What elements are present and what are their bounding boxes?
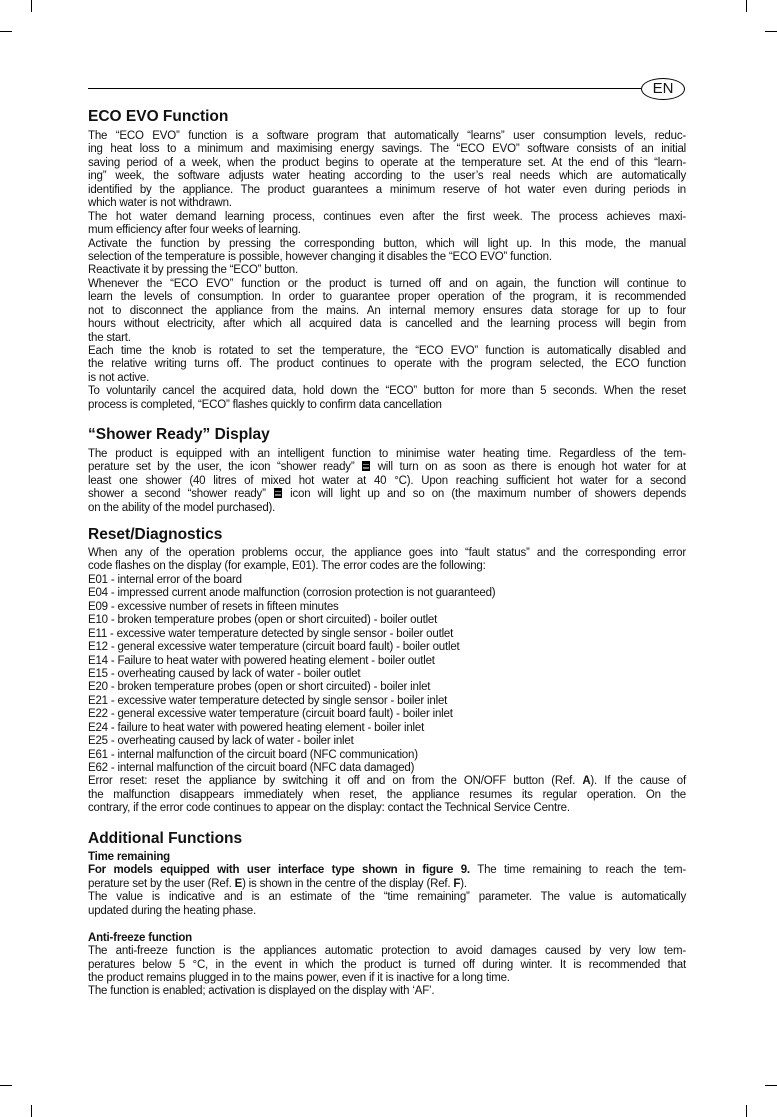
section-body-shower-ready [88, 448, 686, 515]
text-line [88, 641, 686, 654]
text-segment: the product remains plugged in to the mains power, even if it is inactive for a long time. [88, 971, 510, 984]
section-title-additional-functions: Additional Functions [88, 830, 243, 847]
text-segment: process is completed, “ECO” flashes quickly to confirm data cancellation [88, 398, 442, 411]
text-line [88, 918, 686, 931]
text-line [88, 358, 686, 371]
section-body-eco-evo [88, 130, 686, 412]
section-body-reset-diagnostics [88, 547, 686, 816]
text-segment: A [582, 775, 591, 788]
text-segment: identified by the appliance. The product guarantees a minimum reserve of hot water even during periods in [88, 183, 686, 196]
text-segment: ). If the cause of [590, 775, 686, 788]
text-segment: E24 - failure to heat water with powered heating element - boiler inlet [88, 721, 425, 734]
text-line [88, 372, 686, 385]
text-segment: which water is not withdrawn. [88, 197, 232, 210]
crop-mark [31, 0, 32, 12]
text-segment: To voluntarily cancel the acquired data, hold down the “ECO” button for more than 5 seconds. When the reset [88, 385, 686, 398]
text-line [88, 130, 686, 143]
text-segment: Time remaining [88, 851, 170, 863]
text-line [88, 681, 686, 694]
text-segment: The hot water demand learning process, continues even after the first week. The process achieves maxi- [88, 210, 686, 223]
text-line [88, 722, 686, 735]
text-line [88, 291, 686, 304]
text-line [88, 143, 686, 156]
text-segment: ing heat loss to a minimum and maximising energy savings. The “ECO EVO” software consists of an initial [88, 143, 686, 156]
text-segment: is not active. [88, 371, 150, 384]
text-segment: The “ECO EVO” function is a software program that automatically “learns” user consumption levels, reduc- [88, 130, 686, 142]
text-segment: E [234, 877, 243, 890]
section-title-shower-ready: “Shower Ready” Display [88, 426, 270, 443]
text-segment: E12 - general excessive water temperature (circuit board fault) - boiler outlet [88, 641, 460, 654]
text-line [88, 864, 686, 877]
crop-mark [0, 31, 12, 32]
text-line [88, 655, 686, 668]
text-line [88, 985, 686, 998]
text-line [88, 318, 686, 331]
crop-mark [765, 31, 777, 32]
text-segment: Reactivate it by pressing the “ECO” button. [88, 264, 299, 277]
text-line [88, 628, 686, 641]
crop-mark [746, 0, 747, 12]
text-line [88, 762, 686, 775]
text-segment: the start. [88, 331, 131, 344]
text-segment: contrary, if the error code continues to appear on the display: contact the Technical Service Centre. [88, 802, 570, 815]
text-line [88, 170, 686, 183]
text-line [88, 345, 686, 358]
text-segment: E04 - impressed current anode malfunction (corrosion protection is not guaranteed) [88, 587, 496, 600]
text-segment: E15 - overheating caused by lack of water - boiler outlet [88, 667, 361, 680]
shower-ready-icon [274, 488, 282, 498]
text-line [88, 461, 686, 474]
text-segment: E14 - Failure to heat water with powered heating element - boiler outlet [88, 654, 435, 667]
text-segment: on the ability of the model purchased). [88, 501, 276, 514]
text-line [88, 695, 686, 708]
text-segment: E61 - internal malfunction of the circuit board (NFC communication) [88, 748, 418, 761]
text-line [88, 251, 686, 264]
text-segment: The anti-freeze function is the appliances automatic protection to avoid damages caused by very low tem- [88, 945, 686, 958]
text-segment: E62 - internal malfunction of the circuit board (NFC data damaged) [88, 762, 415, 774]
text-line [88, 749, 686, 762]
text-segment: E09 - excessive number of resets in fifteen minutes [88, 600, 339, 613]
text-line [88, 587, 686, 600]
text-segment: E11 - excessive water temperature detected by single sensor - boiler outlet [88, 627, 454, 640]
text-line [88, 735, 686, 748]
text-segment: E20 - broken temperature probes (open or short circuited) - boiler inlet [88, 681, 431, 694]
text-segment: saving period of a week, when the product begins to operate at the temperature set. At the end of this “learn- [88, 156, 686, 169]
header-rule [88, 88, 641, 89]
text-segment: When any of the operation problems occur, the appliance goes into “fault status” and the corresponding error [88, 547, 686, 559]
text-segment: E10 - broken temperature probes (open or short circuited) - boiler outlet [88, 614, 438, 627]
text-segment: ). [460, 877, 467, 890]
text-line [88, 959, 686, 972]
text-line [88, 668, 686, 681]
language-badge: EN [641, 78, 685, 100]
text-segment: not to disconnect the appliance from the mains. An internal memory ensures data storage for up to four [88, 304, 686, 317]
text-segment: The product is equipped with an intelligent function to minimise water heating time. Regardless of the tem- [88, 448, 686, 460]
text-segment: E21 - excessive water temperature detected by single sensor - boiler inlet [88, 694, 448, 707]
text-line [88, 211, 686, 224]
text-line [88, 502, 686, 515]
text-line [88, 332, 686, 345]
text-segment: ) is shown in the centre of the display (Ref. [242, 877, 454, 890]
text-line [88, 264, 686, 277]
text-line [88, 574, 686, 587]
text-segment: Anti-freeze function [88, 931, 192, 944]
text-line [88, 972, 686, 985]
text-segment: F [453, 877, 461, 890]
text-line [88, 708, 686, 721]
text-line [88, 547, 686, 560]
text-line [88, 475, 686, 488]
text-line [88, 488, 686, 501]
text-segment: perature set by the user (Ref. [88, 877, 235, 890]
text-line [88, 157, 686, 170]
crop-mark [31, 1105, 32, 1117]
text-line [88, 945, 686, 958]
text-line [88, 238, 686, 251]
text-segment: Each time the knob is rotated to set the temperature, the “ECO EVO” function is automatically disabled and [88, 345, 686, 357]
text-segment: Whenever the “ECO EVO” function or the product is turned off and on again, the function will continue to [88, 277, 686, 290]
section-title-eco-evo: ECO EVO Function [88, 108, 229, 125]
text-line [88, 197, 686, 210]
text-segment: Error reset: reset the appliance by switching it off and on from the ON/OFF button (Ref. [88, 775, 583, 788]
text-line [88, 399, 686, 412]
text-segment: mum efficiency after four weeks of learning. [88, 224, 301, 237]
text-segment: For models equipped with user interface type shown in figure 9. [88, 864, 470, 877]
text-segment: peratures below 5 °C, in the event in which the product is turned off during winter. It is recommended that [88, 958, 686, 971]
text-segment: ing” week, the software adjusts water heating according to the user’s real needs which are automatically [88, 170, 686, 183]
text-segment: The value is indicative and is an estimate of the “time remaining” parameter. The value is automatically [88, 891, 686, 904]
text-segment: least one shower (40 litres of mixed hot water at 40 °C). Upon reaching sufficient hot water for a second [88, 474, 686, 487]
shower-ready-icon [362, 461, 370, 471]
crop-mark [746, 1105, 747, 1117]
text-line [88, 184, 686, 197]
text-segment: the malfunction disappears immediately when reset, the appliance resumes its regular operation. On the [88, 788, 686, 801]
text-line [88, 614, 686, 627]
text-segment: hours without electricity, after which all acquired data is cancelled and the learning process will begin from [88, 318, 686, 331]
text-line [88, 278, 686, 291]
text-segment: E25 - overheating caused by lack of water - boiler inlet [88, 735, 354, 748]
text-segment: updated during the heating phase. [88, 904, 256, 917]
text-line [88, 775, 686, 788]
text-line [88, 448, 686, 461]
text-line [88, 601, 686, 614]
text-segment: The time remaining to reach the tem- [469, 864, 686, 877]
text-segment: selection of the temperature is possible, however changing it disables the “ECO EVO” function. [88, 250, 552, 263]
text-line [88, 932, 686, 945]
text-segment: E22 - general excessive water temperature (circuit board fault) - boiler inlet [88, 708, 453, 721]
section-body-additional-functions [88, 851, 686, 999]
text-line [88, 305, 686, 318]
text-line [88, 905, 686, 918]
section-title-reset-diagnostics: Reset/Diagnostics [88, 526, 223, 543]
text-line [88, 789, 686, 802]
text-line [88, 224, 686, 237]
crop-mark [0, 1085, 12, 1086]
crop-mark [765, 1085, 777, 1086]
text-line [88, 891, 686, 904]
text-segment: the relative writing turns off. The product continues to operate with the program selected, the ECO function [88, 358, 686, 371]
text-line [88, 878, 686, 891]
text-segment: E01 - internal error of the board [88, 573, 242, 586]
text-segment: code flashes on the display (for example, E01). The error codes are the following: [88, 560, 486, 573]
text-segment: The function is enabled; activation is displayed on the display with ‘AF’. [88, 985, 435, 998]
text-segment: Activate the function by pressing the corresponding button, which will light up. In this mode, the manual [88, 237, 686, 250]
text-segment: perature set by the user, the icon “shower ready” [88, 461, 355, 474]
text-segment: icon will light up and so on (the maximum number of showers depends [290, 488, 686, 501]
text-segment: learn the levels of consumption. In order to guarantee proper operation of the program, it is recommended [88, 291, 686, 304]
text-line [88, 802, 686, 815]
text-line [88, 851, 686, 864]
text-line [88, 560, 686, 573]
text-segment: will turn on as soon as there is enough hot water for at [377, 461, 686, 474]
text-segment: shower a second “shower ready” [88, 488, 266, 501]
text-line [88, 385, 686, 398]
